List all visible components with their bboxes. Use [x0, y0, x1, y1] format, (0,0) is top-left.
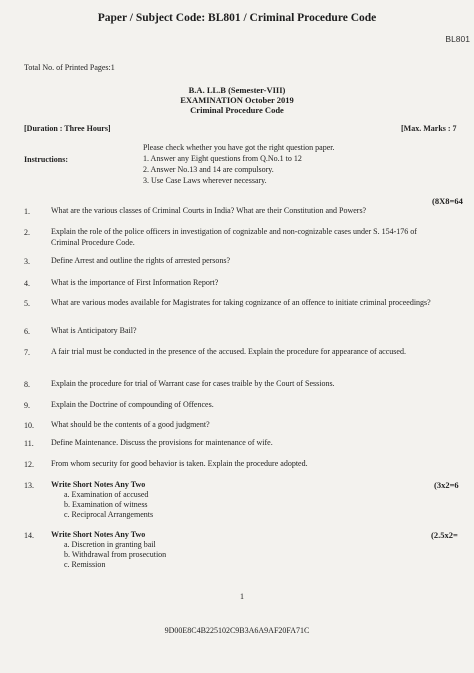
question-number: 11. — [24, 439, 34, 448]
question-number: 10. — [24, 421, 34, 430]
instruction-item: 1. Answer any Eight questions from Q.No.1 to 12 — [143, 154, 302, 163]
instruction-item: 3. Use Case Laws wherever necessary. — [143, 176, 267, 185]
question-marks: (2.5x2= — [431, 530, 458, 540]
check-paper-note: Please check whether you have got the right question paper. — [143, 143, 335, 152]
short-note-option: a. Discretion in granting bail — [64, 540, 156, 549]
short-notes-title: Write Short Notes Any Two — [51, 530, 146, 539]
question-number: 9. — [24, 401, 30, 410]
question-text: What should be the contents of a good judgment? — [51, 420, 210, 429]
instruction-item: 2. Answer No.13 and 14 are compulsory. — [143, 165, 274, 174]
question-text: Explain the role of the police officers in investigation of cognizable and non-cognizable cases under S. 154-176 of Criminal Procedure Code. — [51, 227, 417, 247]
question-text: What are various modes available for Magistrates for taking cognizance of an offence to initiate criminal proceedings? — [51, 298, 431, 307]
question-number: 6. — [24, 327, 30, 336]
duration-label: [Duration : Three Hours] — [24, 124, 111, 133]
question-number: 1. — [24, 207, 30, 216]
question-text: From whom security for good behavior is taken. Explain the procedure adopted. — [51, 459, 308, 468]
question-number: 12. — [24, 460, 34, 469]
question-text: Explain the procedure for trial of Warrant case for cases traible by the Court of Sessions. — [51, 379, 335, 388]
exam-course: B.A. LL.B (Semester-VIII) — [188, 85, 286, 95]
exam-subject: Criminal Procedure Code — [190, 105, 284, 115]
question-text: What is Anticipatory Bail? — [51, 326, 137, 335]
short-note-option: b. Withdrawal from prosecution — [64, 550, 167, 559]
short-note-option: c. Reciprocal Arrangements — [64, 510, 154, 519]
question-number: 3. — [24, 257, 30, 266]
page-number: 1 — [240, 592, 244, 601]
corner-subject-code: BL801 — [445, 34, 470, 44]
question-text: What is the importance of First Information Report? — [51, 278, 219, 287]
short-notes-title: Write Short Notes Any Two — [51, 480, 146, 489]
question-number: 7. — [24, 348, 30, 357]
exam-session: EXAMINATION October 2019 — [180, 95, 294, 105]
question-marks: (3x2=6 — [434, 480, 459, 490]
question-number: 4. — [24, 279, 30, 288]
question-number: 2. — [24, 228, 30, 237]
question-number: 13. — [24, 481, 34, 490]
question-number: 5. — [24, 299, 30, 308]
max-marks-label: [Max. Marks : 7 — [401, 124, 457, 133]
section-marks: (8X8=64 — [432, 196, 463, 206]
question-text: A fair trial must be conducted in the presence of the accused. Explain the procedure for appearance of accused. — [51, 347, 406, 356]
question-number: 8. — [24, 380, 30, 389]
question-text: What are the various classes of Criminal Courts in India? What are their Constitution and Powers? — [51, 206, 367, 215]
printed-pages-count: Total No. of Printed Pages:1 — [24, 63, 115, 72]
question-number: 14. — [24, 531, 34, 540]
question-text: Define Maintenance. Discuss the provisions for maintenance of wife. — [51, 438, 273, 447]
footer-hash-code: 9D00E8C4B225102C9B3A6A9AF20FA71C — [164, 626, 310, 635]
instructions-label: Instructions: — [24, 155, 69, 164]
question-text: Define Arrest and outline the rights of arrested persons? — [51, 256, 231, 265]
question-text: Explain the Doctrine of compounding of Offences. — [51, 400, 214, 409]
short-note-option: a. Examination of accused — [64, 490, 149, 499]
short-note-option: b. Examination of witness — [64, 500, 148, 509]
short-note-option: c. Remission — [64, 560, 106, 569]
paper-header-title: Paper / Subject Code: BL801 / Criminal Procedure Code — [97, 12, 377, 24]
